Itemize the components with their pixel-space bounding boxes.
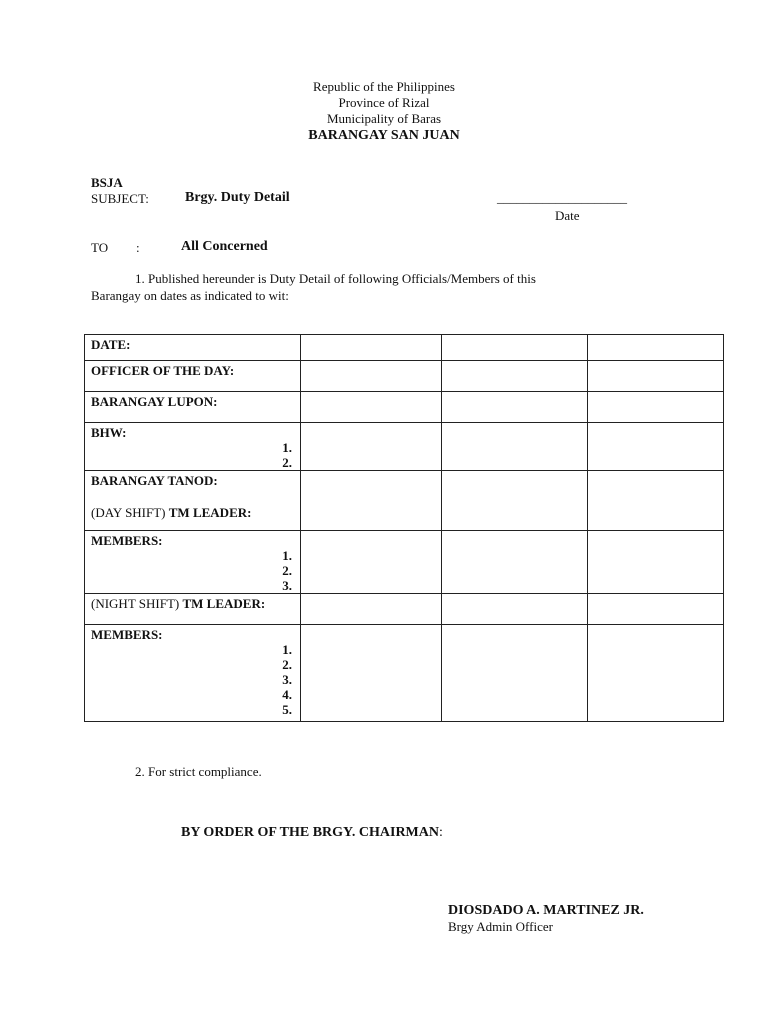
date-row-label: DATE: [91, 337, 131, 352]
table-cell[interactable] [442, 423, 588, 471]
header-republic: Republic of the Philippines [313, 79, 455, 94]
day-members-label: MEMBERS: [91, 533, 163, 548]
table-cell[interactable] [301, 531, 442, 594]
table-cell[interactable] [301, 594, 442, 625]
order-colon: : [439, 825, 443, 840]
lupon-row-label: BARANGAY LUPON: [91, 394, 218, 409]
table-cell[interactable] [588, 423, 724, 471]
list-number: 2. [282, 455, 292, 470]
table-row [85, 594, 724, 625]
list-number: 3. [282, 672, 292, 687]
table-cell[interactable] [301, 335, 442, 361]
list-number: 4. [282, 687, 292, 702]
paragraph-2: 2. For strict compliance. [135, 764, 262, 779]
paragraph-1-line-1: 1. Published hereunder is Duty Detail of following Officials/Members of this [135, 271, 536, 286]
to-colon: : [136, 240, 140, 255]
table-cell[interactable] [588, 625, 724, 722]
day-tm-leader-label: TM LEADER: [168, 505, 252, 520]
table-cell[interactable] [301, 423, 442, 471]
list-number: 5. [282, 702, 292, 717]
signatory-name: DIOSDADO A. MARTINEZ JR. [448, 903, 644, 918]
table-cell[interactable] [588, 471, 724, 531]
table-row [85, 471, 724, 531]
to-value: All Concerned [181, 239, 268, 254]
header-province: Province of Rizal [338, 95, 430, 110]
table-cell[interactable] [442, 361, 588, 392]
table-cell[interactable] [442, 625, 588, 722]
table-cell[interactable] [301, 625, 442, 722]
date-line: ____________________ [497, 190, 627, 205]
paragraph-1-line-2: Barangay on dates as indicated to wit: [91, 288, 289, 303]
table-row [85, 392, 724, 423]
day-shift-prefix: (DAY SHIFT) [91, 505, 166, 520]
table-cell[interactable] [588, 594, 724, 625]
table-cell[interactable] [588, 531, 724, 594]
bhw-row-label: BHW: [91, 425, 127, 440]
table-cell[interactable] [442, 531, 588, 594]
order-text: BY ORDER OF THE BRGY. CHAIRMAN [181, 825, 439, 840]
table-cell[interactable] [301, 361, 442, 392]
officer-row-label: OFFICER OF THE DAY: [91, 363, 235, 378]
table-row [85, 625, 724, 722]
table-cell[interactable] [588, 335, 724, 361]
order-line [181, 825, 443, 841]
table-cell[interactable] [301, 471, 442, 531]
signatory-title: Brgy Admin Officer [448, 919, 553, 934]
header-barangay: BARANGAY SAN JUAN [308, 128, 460, 143]
list-number: 1. [282, 548, 292, 563]
memo-code: BSJA [91, 175, 123, 190]
list-number: 2. [282, 563, 292, 578]
duty-detail-table [84, 334, 724, 722]
subject-label: SUBJECT: [91, 191, 149, 206]
night-shift-prefix: (NIGHT SHIFT) [91, 596, 180, 611]
table-row [85, 361, 724, 392]
table-row [85, 531, 724, 594]
tanod-row-label: BARANGAY TANOD: [91, 473, 218, 488]
subject-value: Brgy. Duty Detail [185, 190, 290, 205]
list-number: 1. [282, 642, 292, 657]
date-label: Date [555, 208, 580, 223]
table-cell[interactable] [588, 361, 724, 392]
to-label: TO [91, 240, 109, 255]
list-number: 1. [282, 440, 292, 455]
table-row [85, 423, 724, 471]
header-municipality: Municipality of Baras [326, 111, 442, 126]
list-number: 3. [282, 578, 292, 593]
table-cell[interactable] [442, 335, 588, 361]
night-tm-leader-label: TM LEADER: [182, 596, 266, 611]
table-cell[interactable] [301, 392, 442, 423]
list-number: 2. [282, 657, 292, 672]
table-cell[interactable] [442, 471, 588, 531]
night-members-label: MEMBERS: [91, 627, 163, 642]
table-row [85, 335, 724, 361]
table-cell[interactable] [588, 392, 724, 423]
table-cell[interactable] [442, 392, 588, 423]
table-cell[interactable] [442, 594, 588, 625]
